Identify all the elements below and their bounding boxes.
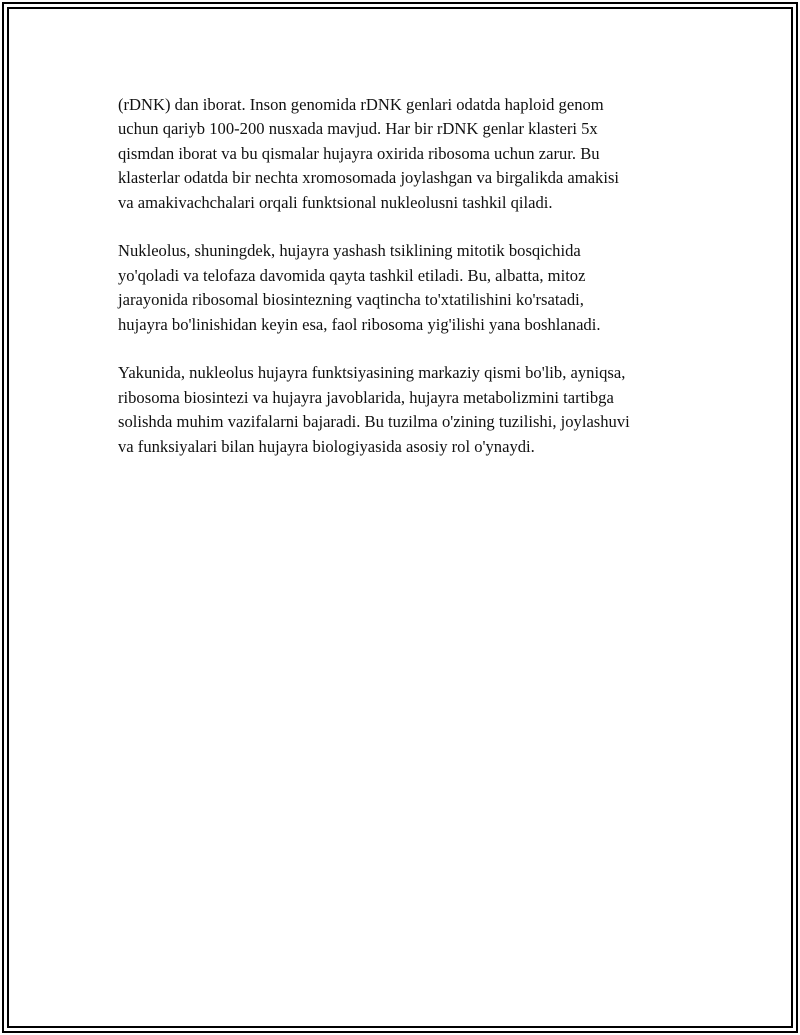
paragraph-1: (rDNK) dan iborat. Inson genomida rDNK genlari odatda haploid genom uchun qariyb 100-200 nusxada mavjud. Har bir rDNK genlar klasteri 5x qismdan iborat va bu qismalar hujayra oxirida ribosoma uchun zarur. Bu klasterlar odatda bir nechta xromosomada joylashgan va birgalikda amakisi va amakivachchalari orqali funktsional nukleolusni tashkil qiladi. — [118, 95, 620, 212]
paragraph-3: Yakunida, nukleolus hujayra funktsiyasining markaziy qismi bo'lib, ayniqsa, ribosoma biosintezi va hujayra javoblarida, hujayra metabolizmini tartibga solishda muhim vazifalarni bajaradi. Bu tuzilma o'zining tuzilishi, joylashuvi va funksiyalari bilan hujayra biologiyasida asosiy rol o'ynaydi. — [118, 363, 630, 456]
document-body — [118, 93, 718, 483]
paragraph-2: Nukleolus, shuningdek, hujayra yashash tsiklining mitotik bosqichida yo'qoladi va telofaza davomida qayta tashkil etiladi. Bu, albatta, mitoz jarayonida ribosomal biosintezning vaqtincha to'xtatilishini ko'rsatadi, hujayra bo'linishidan keyin esa, faol ribosoma yig'ilishi yana boshlanadi. — [118, 241, 601, 334]
